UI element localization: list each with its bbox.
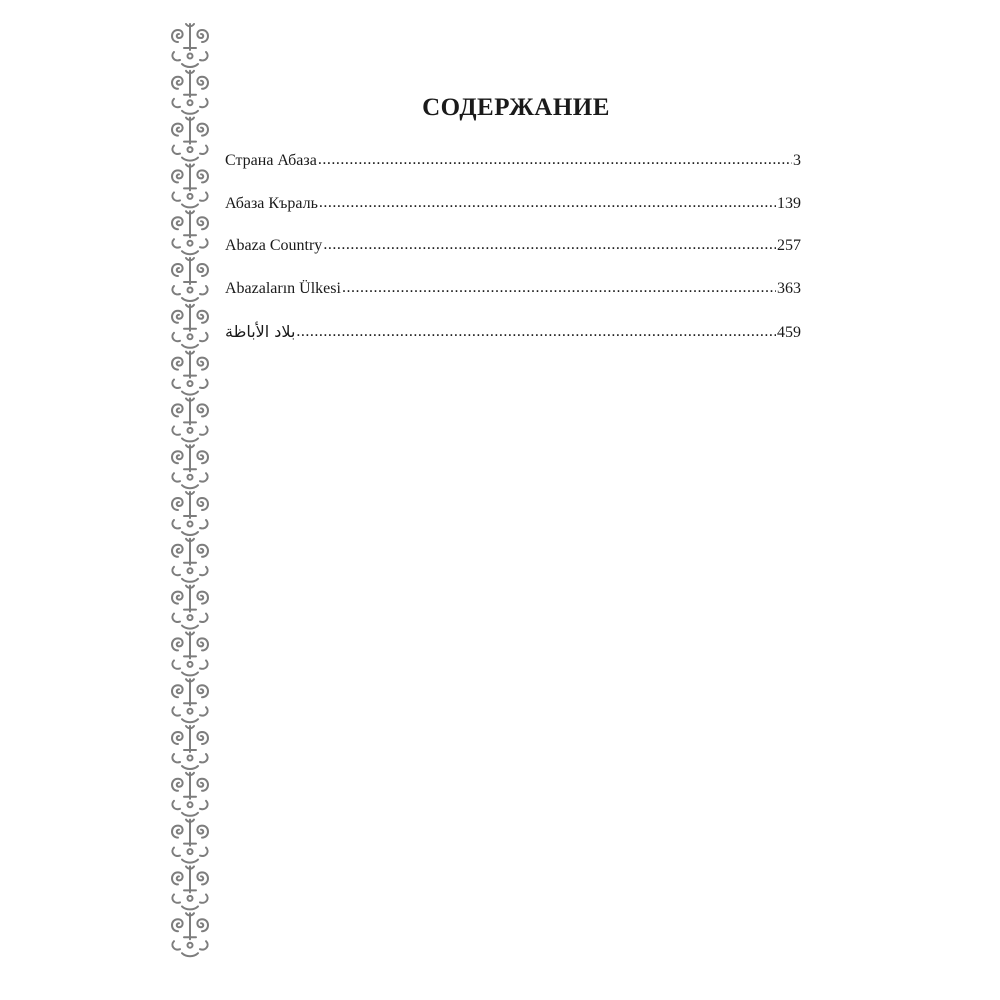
ornament-motif [172, 632, 208, 675]
toc-entry[interactable] [225, 280, 801, 323]
ornament-motif [172, 586, 208, 629]
decorative-scroll-border-icon [168, 22, 212, 958]
ornament-motif [172, 118, 208, 161]
ornament-motif [172, 164, 208, 207]
toc-entry-page: 459 [777, 324, 801, 341]
toc-entry[interactable] [225, 322, 801, 365]
dot-leader [296, 323, 776, 341]
ornament-motif [172, 773, 208, 816]
ornament-motif [172, 211, 208, 254]
ornament-motif [172, 352, 208, 395]
toc-entry-title: Abaza Country [225, 237, 323, 254]
toc-entry-page: 139 [777, 194, 801, 212]
toc-entry-title: Страна Абаза [225, 152, 317, 169]
ornament-motif [172, 305, 208, 348]
dot-leader [323, 236, 776, 254]
toc-entry-page: 257 [777, 237, 801, 254]
ornament-motif [172, 258, 208, 301]
dot-leader [318, 151, 792, 169]
toc-entry-page: 363 [777, 279, 801, 297]
ornament-motif [172, 539, 208, 582]
ornament-motif [172, 398, 208, 441]
toc-entry[interactable] [225, 195, 801, 238]
ornament-motif [172, 71, 208, 114]
ornament-svg [168, 22, 212, 958]
toc-entry-title: Абаза Къраль [225, 194, 318, 212]
toc-entry-title: بلاد الأباظة [225, 322, 296, 341]
ornament-motif [172, 492, 208, 535]
page-title: СОДЕРЖАНИЕ [422, 94, 610, 121]
toc-entry[interactable] [225, 152, 801, 195]
ornament-motif [172, 445, 208, 488]
toc-entry-title: Abazaların Ülkesi [225, 279, 341, 297]
ornament-motif [172, 24, 208, 67]
dot-leader [342, 279, 776, 297]
table-of-contents [225, 152, 801, 365]
ornament-motif [172, 913, 208, 956]
toc-entry-page: 3 [793, 152, 801, 169]
ornament-motif [172, 679, 208, 722]
ornament-motif [172, 820, 208, 863]
ornament-motif [172, 866, 208, 909]
dot-leader [319, 194, 776, 212]
ornament-motif [172, 726, 208, 769]
toc-entry[interactable] [225, 237, 801, 280]
